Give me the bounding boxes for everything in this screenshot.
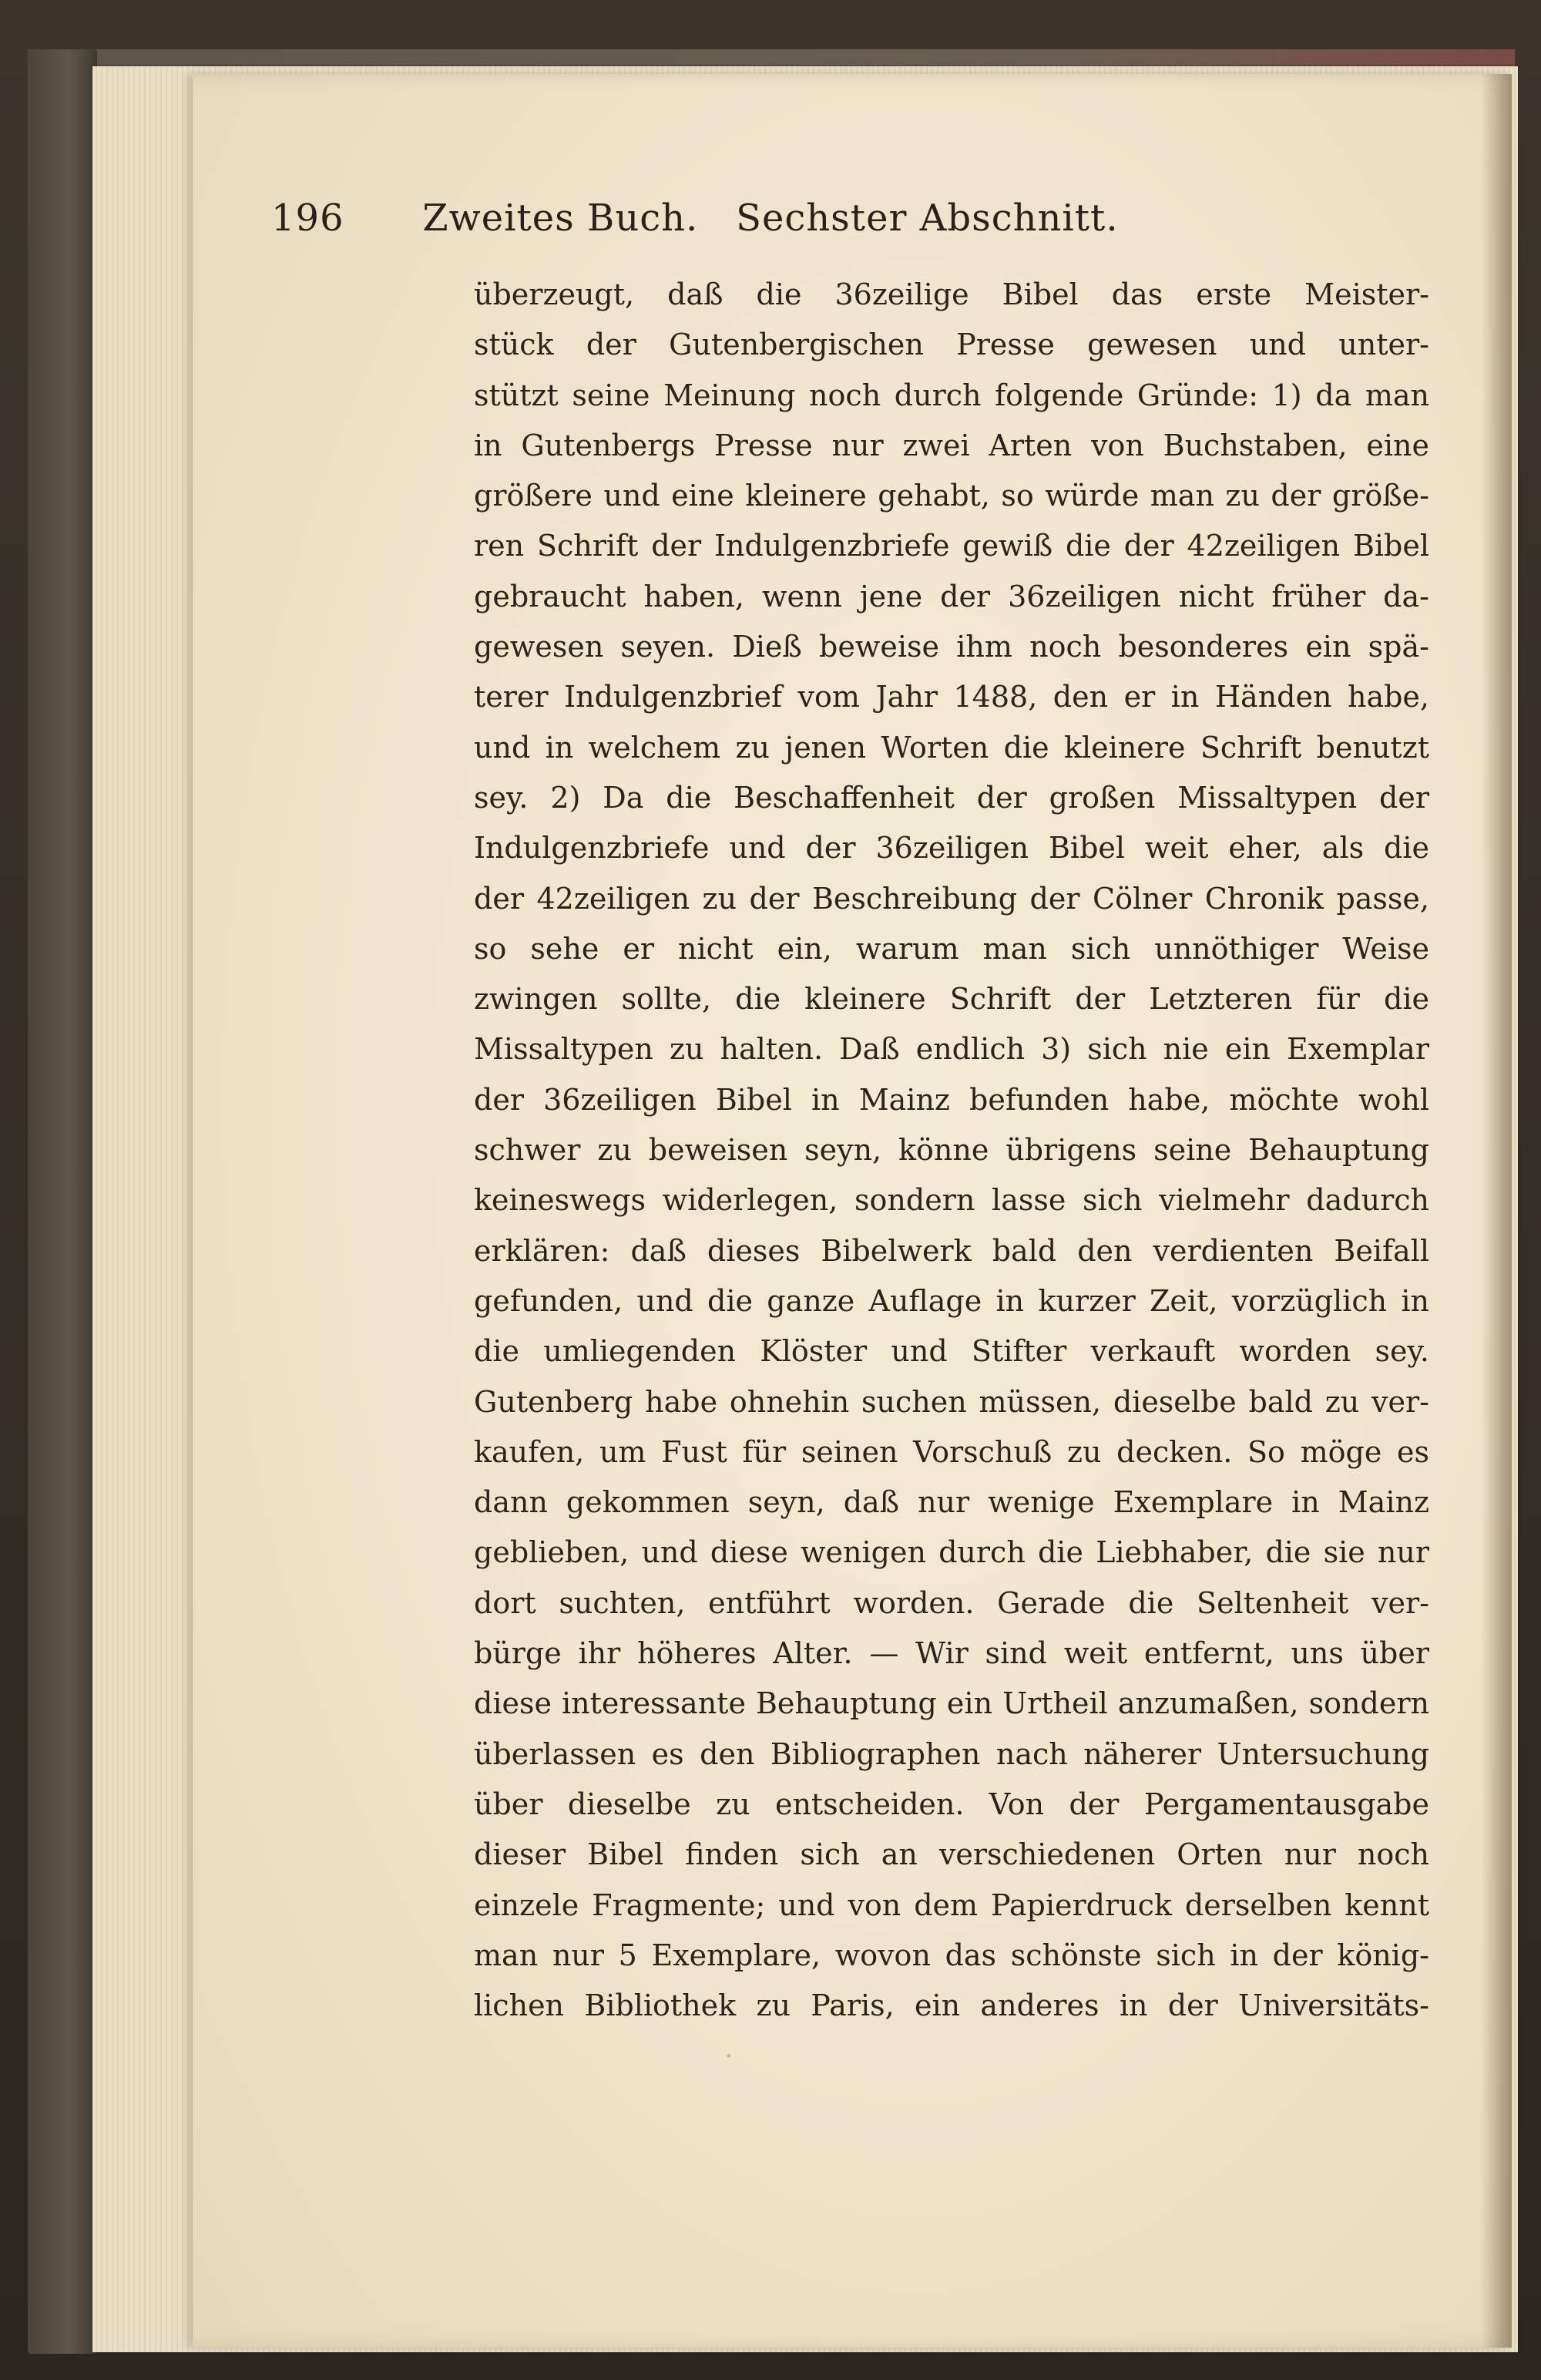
text-line-content: so sehe er nicht ein, warum man sich unnöthiger Weise <box>474 931 1429 966</box>
text-line-content: überlassen es den Bibliographen nach näherer Untersuchung <box>474 1736 1429 1771</box>
text-line-content: Gutenberg habe ohnehin suchen müssen, dieselbe bald zu ver- <box>474 1384 1429 1419</box>
text-line <box>474 874 1429 924</box>
text-line-content: gewesen seyen. Dieß beweise ihm noch besonderes ein spä- <box>474 630 1429 664</box>
text-line <box>474 1578 1429 1629</box>
text-line <box>474 371 1429 421</box>
text-line-content: ren Schrift der Indulgenzbriefe gewiß die der 42zeiligen Bibel <box>474 529 1429 563</box>
text-line <box>474 521 1429 571</box>
page-number: 196 <box>271 197 344 240</box>
text-line-content: der 36zeiligen Bibel in Mainz befunden habe, möchte wohl <box>474 1082 1429 1117</box>
running-head <box>271 197 1458 240</box>
text-line-content: Indulgenzbriefe und der 36zeiligen Bibel weit eher, als die <box>474 831 1429 866</box>
faint-signature-mark: · <box>724 2041 734 2072</box>
text-line-content: kaufen, um Fust für seinen Vorschuß zu decken. So möge es <box>474 1434 1429 1469</box>
text-line <box>474 471 1429 521</box>
text-line-content: dieser Bibel finden sich an verschiedenen Orten nur noch <box>474 1837 1429 1872</box>
text-line-content: einzele Fragmente; und von dem Papierdruck derselben kennt <box>474 1888 1429 1922</box>
text-line <box>474 1780 1429 1830</box>
text-line-content: stützt seine Meinung noch durch folgende Gründe: 1) da man <box>474 378 1429 412</box>
text-line-content: lichen Bibliothek zu Paris, ein anderes in der Universitäts- <box>474 1988 1429 2023</box>
text-line <box>474 421 1429 471</box>
text-line <box>474 723 1429 773</box>
text-line-content: Missaltypen zu halten. Daß endlich 3) sich nie ein Exemplar <box>474 1032 1429 1067</box>
text-line <box>474 320 1429 370</box>
text-line <box>474 773 1429 823</box>
text-line <box>474 823 1429 873</box>
text-line-content: gefunden, und die ganze Auflage in kurzer Zeit, vorzüglich in <box>474 1283 1429 1318</box>
text-line-content: terer Indulgenzbrief vom Jahr 1488, den er in Händen habe, <box>474 680 1429 714</box>
text-line-content: erklären: daß dieses Bibelwerk bald den verdienten Beifall <box>474 1233 1429 1268</box>
body-text <box>474 270 1429 2031</box>
text-line <box>474 1629 1429 1679</box>
text-line-content: geblieben, und diese wenigen durch die Liebhaber, die sie nur <box>474 1535 1429 1570</box>
text-line-content: schwer zu beweisen seyn, könne übrigens seine Behauptung <box>474 1133 1429 1168</box>
text-line-content: bürge ihr höheres Alter. — Wir sind weit entfernt, uns über <box>474 1636 1429 1671</box>
text-line <box>474 1679 1429 1729</box>
text-line <box>474 1125 1429 1175</box>
text-line <box>474 1276 1429 1326</box>
text-line-content: diese interessante Behauptung ein Urtheil anzumaßen, sondern <box>474 1686 1429 1721</box>
text-line-content: keineswegs widerlegen, sondern lasse sich vielmehr dadurch <box>474 1183 1429 1218</box>
text-line <box>474 572 1429 622</box>
text-line <box>474 1075 1429 1125</box>
text-line <box>474 1427 1429 1477</box>
text-line-content: dort suchten, entführt worden. Gerade die Seltenheit ver- <box>474 1585 1429 1620</box>
text-line <box>474 1730 1429 1780</box>
text-line-content: gebraucht haben, wenn jene der 36zeiligen nicht früher da- <box>474 579 1429 613</box>
text-line-content: der 42zeiligen zu der Beschreibung der Cölner Chronik passe, <box>474 881 1429 916</box>
text-line <box>474 1024 1429 1074</box>
text-line <box>474 1528 1429 1578</box>
text-line <box>474 974 1429 1024</box>
running-title: Zweites Buch. Sechster Abschnitt. <box>422 197 1119 240</box>
text-line-content: die umliegenden Klöster und Stifter verkauft worden sey. <box>474 1334 1429 1369</box>
text-line <box>474 924 1429 974</box>
text-line-content: man nur 5 Exemplare, wovon das schönste sich in der könig- <box>474 1938 1429 1972</box>
text-line-content: zwingen sollte, die kleinere Schrift der Letzteren für die <box>474 982 1429 1017</box>
text-line <box>474 1326 1429 1377</box>
text-line <box>474 1881 1429 1931</box>
text-line <box>474 1931 1429 1981</box>
text-line-content: über dieselbe zu entscheiden. Von der Pergamentausgabe <box>474 1787 1429 1821</box>
text-line-content: überzeugt, daß die 36zeilige Bibel das erste Meister- <box>474 277 1429 311</box>
text-line <box>474 1477 1429 1528</box>
text-line <box>474 1981 1429 2031</box>
text-line-content: und in welchem zu jenen Worten die kleinere Schrift benutzt <box>474 730 1429 765</box>
text-line <box>474 270 1429 320</box>
text-line <box>474 622 1429 672</box>
gutter-shadow <box>1481 74 1512 2348</box>
book-cover-spine <box>28 49 97 2354</box>
text-line-content: stück der Gutenbergischen Presse gewesen und unter- <box>474 328 1429 362</box>
text-line <box>474 1830 1429 1880</box>
text-line-content: dann gekommen seyn, daß nur wenige Exemplare in Mainz <box>474 1485 1429 1520</box>
text-line <box>474 1175 1429 1225</box>
text-line-content: sey. 2) Da die Beschaffenheit der großen Missaltypen der <box>474 780 1429 815</box>
text-line <box>474 1377 1429 1427</box>
text-line <box>474 672 1429 722</box>
text-line-content: in Gutenbergs Presse nur zwei Arten von Buchstaben, eine <box>474 428 1429 462</box>
text-line-content: größere und eine kleinere gehabt, so würde man zu der größe- <box>474 479 1429 513</box>
text-line <box>474 1226 1429 1276</box>
